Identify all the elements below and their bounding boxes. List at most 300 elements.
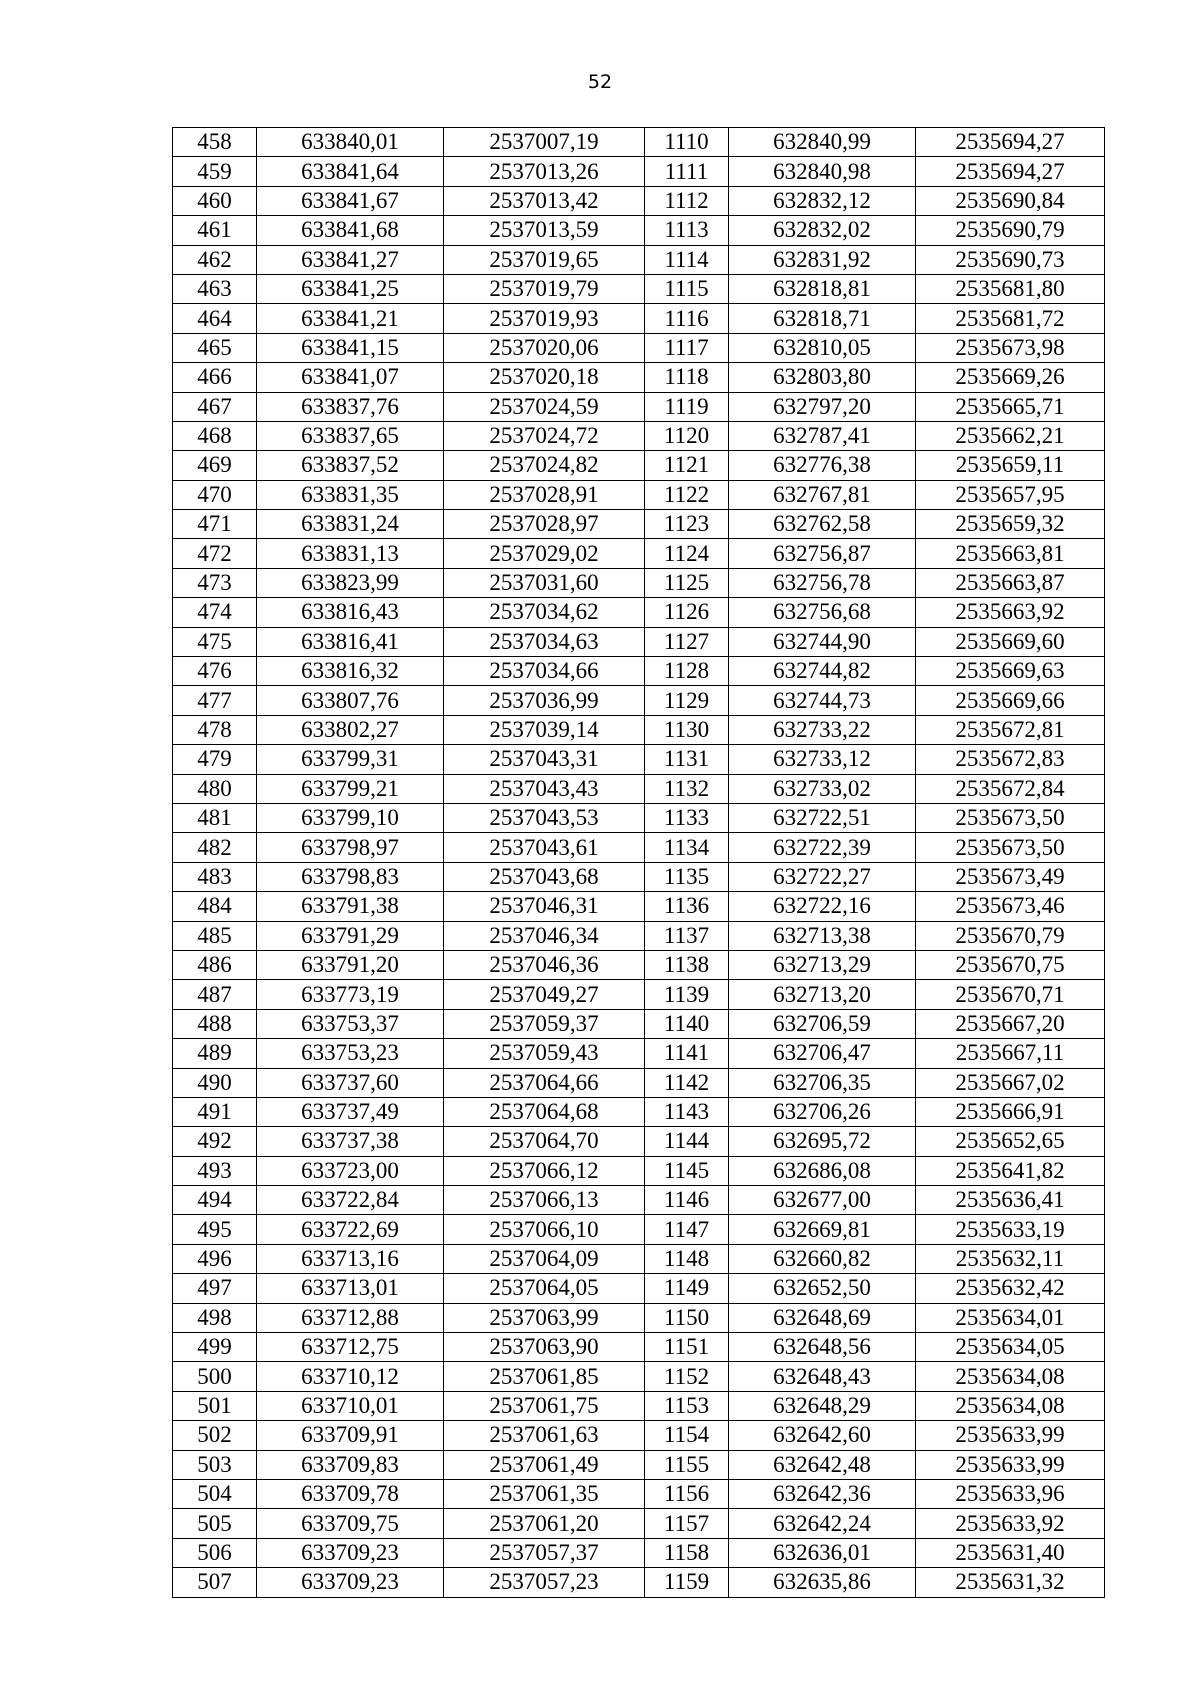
y-coordinate-cell: 2537019,79 (444, 274, 645, 303)
y-coordinate-cell: 2537049,27 (444, 980, 645, 1009)
x-coordinate-cell: 633840,01 (257, 128, 444, 157)
y-coordinate-cell: 2537034,62 (444, 598, 645, 627)
y-coordinate-cell: 2535665,71 (916, 392, 1105, 421)
y-coordinate-cell: 2537046,34 (444, 921, 645, 950)
page-number: 52 (587, 71, 613, 93)
point-number-cell: 505 (173, 1509, 257, 1538)
y-coordinate-cell: 2535631,32 (916, 1568, 1105, 1597)
y-coordinate-cell: 2535673,50 (916, 833, 1105, 862)
point-number-cell: 487 (173, 980, 257, 1009)
x-coordinate-cell: 632642,36 (729, 1479, 916, 1508)
x-coordinate-cell: 633799,21 (257, 774, 444, 803)
x-coordinate-cell: 633737,49 (257, 1097, 444, 1126)
point-number-cell: 461 (173, 216, 257, 245)
y-coordinate-cell: 2535634,08 (916, 1362, 1105, 1391)
y-coordinate-cell: 2537043,31 (444, 745, 645, 774)
y-coordinate-cell: 2535672,84 (916, 774, 1105, 803)
table-row (173, 186, 1105, 215)
table-row (173, 1186, 1105, 1215)
point-number-cell: 1126 (645, 598, 729, 627)
y-coordinate-cell: 2535659,32 (916, 510, 1105, 539)
point-number-cell: 1158 (645, 1538, 729, 1567)
point-number-cell: 1121 (645, 451, 729, 480)
point-number-cell: 496 (173, 1244, 257, 1273)
x-coordinate-cell: 633807,76 (257, 686, 444, 715)
x-coordinate-cell: 633798,83 (257, 862, 444, 891)
x-coordinate-cell: 632744,90 (729, 627, 916, 656)
x-coordinate-cell: 632756,87 (729, 539, 916, 568)
table-row (173, 1421, 1105, 1450)
point-number-cell: 483 (173, 862, 257, 891)
y-coordinate-cell: 2537013,26 (444, 157, 645, 186)
y-coordinate-cell: 2535633,19 (916, 1215, 1105, 1244)
x-coordinate-cell: 632635,86 (729, 1568, 916, 1597)
table-row (173, 833, 1105, 862)
point-number-cell: 484 (173, 892, 257, 921)
point-number-cell: 1127 (645, 627, 729, 656)
x-coordinate-cell: 633841,64 (257, 157, 444, 186)
x-coordinate-cell: 632660,82 (729, 1244, 916, 1273)
point-number-cell: 460 (173, 186, 257, 215)
point-number-cell: 475 (173, 627, 257, 656)
table-row (173, 1039, 1105, 1068)
point-number-cell: 507 (173, 1568, 257, 1597)
point-number-cell: 1140 (645, 1009, 729, 1038)
point-number-cell: 502 (173, 1421, 257, 1450)
x-coordinate-cell: 632722,51 (729, 803, 916, 832)
table-row (173, 1362, 1105, 1391)
x-coordinate-cell: 633841,15 (257, 333, 444, 362)
y-coordinate-cell: 2535673,50 (916, 803, 1105, 832)
point-number-cell: 491 (173, 1097, 257, 1126)
x-coordinate-cell: 633753,37 (257, 1009, 444, 1038)
table-row (173, 216, 1105, 245)
point-number-cell: 1154 (645, 1421, 729, 1450)
table-row (173, 451, 1105, 480)
point-number-cell: 494 (173, 1186, 257, 1215)
x-coordinate-cell: 632648,69 (729, 1303, 916, 1332)
x-coordinate-cell: 632686,08 (729, 1156, 916, 1185)
x-coordinate-cell: 633841,68 (257, 216, 444, 245)
y-coordinate-cell: 2537059,37 (444, 1009, 645, 1038)
point-number-cell: 500 (173, 1362, 257, 1391)
y-coordinate-cell: 2537064,09 (444, 1244, 645, 1273)
y-coordinate-cell: 2535633,99 (916, 1450, 1105, 1479)
x-coordinate-cell: 632733,12 (729, 745, 916, 774)
y-coordinate-cell: 2537020,18 (444, 363, 645, 392)
y-coordinate-cell: 2535632,11 (916, 1244, 1105, 1273)
x-coordinate-cell: 633837,76 (257, 392, 444, 421)
y-coordinate-cell: 2537039,14 (444, 715, 645, 744)
x-coordinate-cell: 633831,13 (257, 539, 444, 568)
y-coordinate-cell: 2537061,85 (444, 1362, 645, 1391)
y-coordinate-cell: 2537063,90 (444, 1333, 645, 1362)
x-coordinate-cell: 632733,02 (729, 774, 916, 803)
y-coordinate-cell: 2537028,97 (444, 510, 645, 539)
point-number-cell: 1114 (645, 245, 729, 274)
x-coordinate-cell: 633816,43 (257, 598, 444, 627)
y-coordinate-cell: 2537020,06 (444, 333, 645, 362)
x-coordinate-cell: 633713,01 (257, 1274, 444, 1303)
table-row (173, 686, 1105, 715)
x-coordinate-cell: 632722,16 (729, 892, 916, 921)
y-coordinate-cell: 2535690,84 (916, 186, 1105, 215)
x-coordinate-cell: 633791,38 (257, 892, 444, 921)
x-coordinate-cell: 633709,78 (257, 1479, 444, 1508)
y-coordinate-cell: 2535690,73 (916, 245, 1105, 274)
y-coordinate-cell: 2537063,99 (444, 1303, 645, 1332)
table-row (173, 1568, 1105, 1597)
y-coordinate-cell: 2535657,95 (916, 480, 1105, 509)
x-coordinate-cell: 633709,75 (257, 1509, 444, 1538)
point-number-cell: 1145 (645, 1156, 729, 1185)
table-row (173, 539, 1105, 568)
y-coordinate-cell: 2537024,59 (444, 392, 645, 421)
table-row (173, 333, 1105, 362)
y-coordinate-cell: 2535672,83 (916, 745, 1105, 774)
table-row (173, 892, 1105, 921)
y-coordinate-cell: 2537066,12 (444, 1156, 645, 1185)
point-number-cell: 1128 (645, 657, 729, 686)
table-row (173, 1333, 1105, 1362)
y-coordinate-cell: 2537066,10 (444, 1215, 645, 1244)
y-coordinate-cell: 2537064,68 (444, 1097, 645, 1126)
point-number-cell: 1142 (645, 1068, 729, 1097)
point-number-cell: 503 (173, 1450, 257, 1479)
x-coordinate-cell: 633816,41 (257, 627, 444, 656)
point-number-cell: 476 (173, 657, 257, 686)
table-row (173, 598, 1105, 627)
x-coordinate-cell: 633841,07 (257, 363, 444, 392)
point-number-cell: 493 (173, 1156, 257, 1185)
y-coordinate-cell: 2537013,42 (444, 186, 645, 215)
x-coordinate-cell: 632832,12 (729, 186, 916, 215)
x-coordinate-cell: 633737,38 (257, 1127, 444, 1156)
x-coordinate-cell: 632797,20 (729, 392, 916, 421)
x-coordinate-cell: 633737,60 (257, 1068, 444, 1097)
point-number-cell: 488 (173, 1009, 257, 1038)
x-coordinate-cell: 632713,38 (729, 921, 916, 950)
y-coordinate-cell: 2537064,70 (444, 1127, 645, 1156)
x-coordinate-cell: 632642,24 (729, 1509, 916, 1538)
y-coordinate-cell: 2537043,61 (444, 833, 645, 862)
table-row (173, 1538, 1105, 1567)
point-number-cell: 466 (173, 363, 257, 392)
table-row (173, 1009, 1105, 1038)
y-coordinate-cell: 2537024,82 (444, 451, 645, 480)
y-coordinate-cell: 2535669,26 (916, 363, 1105, 392)
y-coordinate-cell: 2535681,80 (916, 274, 1105, 303)
x-coordinate-cell: 633816,32 (257, 657, 444, 686)
y-coordinate-cell: 2537043,43 (444, 774, 645, 803)
point-number-cell: 492 (173, 1127, 257, 1156)
point-number-cell: 465 (173, 333, 257, 362)
y-coordinate-cell: 2535633,92 (916, 1509, 1105, 1538)
point-number-cell: 1143 (645, 1097, 729, 1126)
x-coordinate-cell: 632677,00 (729, 1186, 916, 1215)
x-coordinate-cell: 632840,98 (729, 157, 916, 186)
y-coordinate-cell: 2537019,65 (444, 245, 645, 274)
y-coordinate-cell: 2535690,79 (916, 216, 1105, 245)
point-number-cell: 477 (173, 686, 257, 715)
y-coordinate-cell: 2537061,63 (444, 1421, 645, 1450)
point-number-cell: 1111 (645, 157, 729, 186)
y-coordinate-cell: 2535634,05 (916, 1333, 1105, 1362)
y-coordinate-cell: 2537046,31 (444, 892, 645, 921)
table-row (173, 421, 1105, 450)
y-coordinate-cell: 2535669,66 (916, 686, 1105, 715)
y-coordinate-cell: 2535641,82 (916, 1156, 1105, 1185)
point-number-cell: 1133 (645, 803, 729, 832)
point-number-cell: 463 (173, 274, 257, 303)
x-coordinate-cell: 633722,69 (257, 1215, 444, 1244)
x-coordinate-cell: 632818,71 (729, 304, 916, 333)
point-number-cell: 474 (173, 598, 257, 627)
y-coordinate-cell: 2535694,27 (916, 157, 1105, 186)
point-number-cell: 498 (173, 1303, 257, 1332)
table-row (173, 480, 1105, 509)
point-number-cell: 490 (173, 1068, 257, 1097)
table-row (173, 950, 1105, 979)
point-number-cell: 504 (173, 1479, 257, 1508)
x-coordinate-cell: 632722,27 (729, 862, 916, 891)
point-number-cell: 458 (173, 128, 257, 157)
table-row (173, 745, 1105, 774)
point-number-cell: 1123 (645, 510, 729, 539)
x-coordinate-cell: 633713,16 (257, 1244, 444, 1273)
table-row (173, 1450, 1105, 1479)
y-coordinate-cell: 2537057,37 (444, 1538, 645, 1567)
x-coordinate-cell: 632648,43 (729, 1362, 916, 1391)
y-coordinate-cell: 2535673,46 (916, 892, 1105, 921)
y-coordinate-cell: 2535669,60 (916, 627, 1105, 656)
point-number-cell: 489 (173, 1039, 257, 1068)
y-coordinate-cell: 2535681,72 (916, 304, 1105, 333)
y-coordinate-cell: 2537043,68 (444, 862, 645, 891)
y-coordinate-cell: 2537061,35 (444, 1479, 645, 1508)
point-number-cell: 1116 (645, 304, 729, 333)
y-coordinate-cell: 2535633,96 (916, 1479, 1105, 1508)
x-coordinate-cell: 632642,48 (729, 1450, 916, 1479)
x-coordinate-cell: 633841,67 (257, 186, 444, 215)
point-number-cell: 1141 (645, 1039, 729, 1068)
x-coordinate-cell: 633710,01 (257, 1391, 444, 1420)
point-number-cell: 1134 (645, 833, 729, 862)
x-coordinate-cell: 632636,01 (729, 1538, 916, 1567)
x-coordinate-cell: 632706,35 (729, 1068, 916, 1097)
x-coordinate-cell: 633791,29 (257, 921, 444, 950)
table-row (173, 1215, 1105, 1244)
table-row (173, 568, 1105, 597)
y-coordinate-cell: 2537036,99 (444, 686, 645, 715)
y-coordinate-cell: 2535694,27 (916, 128, 1105, 157)
point-number-cell: 1112 (645, 186, 729, 215)
point-number-cell: 1147 (645, 1215, 729, 1244)
point-number-cell: 1152 (645, 1362, 729, 1391)
x-coordinate-cell: 633723,00 (257, 1156, 444, 1185)
y-coordinate-cell: 2535633,99 (916, 1421, 1105, 1450)
x-coordinate-cell: 633709,83 (257, 1450, 444, 1479)
point-number-cell: 1148 (645, 1244, 729, 1273)
table-row (173, 1068, 1105, 1097)
point-number-cell: 1136 (645, 892, 729, 921)
x-coordinate-cell: 633841,25 (257, 274, 444, 303)
point-number-cell: 468 (173, 421, 257, 450)
y-coordinate-cell: 2537061,20 (444, 1509, 645, 1538)
x-coordinate-cell: 632776,38 (729, 451, 916, 480)
x-coordinate-cell: 632762,58 (729, 510, 916, 539)
x-coordinate-cell: 632695,72 (729, 1127, 916, 1156)
point-number-cell: 485 (173, 921, 257, 950)
x-coordinate-cell: 633709,23 (257, 1538, 444, 1567)
point-number-cell: 1118 (645, 363, 729, 392)
point-number-cell: 1124 (645, 539, 729, 568)
point-number-cell: 1132 (645, 774, 729, 803)
table-row (173, 1127, 1105, 1156)
point-number-cell: 1130 (645, 715, 729, 744)
x-coordinate-cell: 632669,81 (729, 1215, 916, 1244)
point-number-cell: 1156 (645, 1479, 729, 1508)
table-row (173, 304, 1105, 333)
table-row (173, 774, 1105, 803)
x-coordinate-cell: 633798,97 (257, 833, 444, 862)
point-number-cell: 1113 (645, 216, 729, 245)
coordinates-table (172, 127, 1105, 1598)
table-row (173, 921, 1105, 950)
point-number-cell: 1110 (645, 128, 729, 157)
x-coordinate-cell: 633709,23 (257, 1568, 444, 1597)
table-row (173, 1303, 1105, 1332)
table-row (173, 1097, 1105, 1126)
x-coordinate-cell: 633712,75 (257, 1333, 444, 1362)
x-coordinate-cell: 633841,27 (257, 245, 444, 274)
x-coordinate-cell: 633831,35 (257, 480, 444, 509)
point-number-cell: 1155 (645, 1450, 729, 1479)
y-coordinate-cell: 2537057,23 (444, 1568, 645, 1597)
x-coordinate-cell: 633712,88 (257, 1303, 444, 1332)
point-number-cell: 501 (173, 1391, 257, 1420)
x-coordinate-cell: 632831,92 (729, 245, 916, 274)
table-row (173, 1156, 1105, 1185)
y-coordinate-cell: 2537028,91 (444, 480, 645, 509)
point-number-cell: 1137 (645, 921, 729, 950)
x-coordinate-cell: 633837,52 (257, 451, 444, 480)
table-row (173, 803, 1105, 832)
y-coordinate-cell: 2535673,49 (916, 862, 1105, 891)
y-coordinate-cell: 2537061,49 (444, 1450, 645, 1479)
point-number-cell: 479 (173, 745, 257, 774)
point-number-cell: 1117 (645, 333, 729, 362)
point-number-cell: 1150 (645, 1303, 729, 1332)
y-coordinate-cell: 2535666,91 (916, 1097, 1105, 1126)
x-coordinate-cell: 632818,81 (729, 274, 916, 303)
y-coordinate-cell: 2535634,08 (916, 1391, 1105, 1420)
point-number-cell: 1151 (645, 1333, 729, 1362)
point-number-cell: 499 (173, 1333, 257, 1362)
x-coordinate-cell: 633710,12 (257, 1362, 444, 1391)
y-coordinate-cell: 2535672,81 (916, 715, 1105, 744)
table-row (173, 128, 1105, 157)
y-coordinate-cell: 2537043,53 (444, 803, 645, 832)
table-row (173, 392, 1105, 421)
table-row (173, 715, 1105, 744)
x-coordinate-cell: 633799,10 (257, 803, 444, 832)
x-coordinate-cell: 632722,39 (729, 833, 916, 862)
point-number-cell: 471 (173, 510, 257, 539)
y-coordinate-cell: 2537007,19 (444, 128, 645, 157)
point-number-cell: 469 (173, 451, 257, 480)
point-number-cell: 495 (173, 1215, 257, 1244)
x-coordinate-cell: 633722,84 (257, 1186, 444, 1215)
y-coordinate-cell: 2537059,43 (444, 1039, 645, 1068)
x-coordinate-cell: 632787,41 (729, 421, 916, 450)
point-number-cell: 1129 (645, 686, 729, 715)
point-number-cell: 1139 (645, 980, 729, 1009)
table-row (173, 245, 1105, 274)
x-coordinate-cell: 632756,78 (729, 568, 916, 597)
point-number-cell: 473 (173, 568, 257, 597)
point-number-cell: 480 (173, 774, 257, 803)
point-number-cell: 459 (173, 157, 257, 186)
x-coordinate-cell: 632803,80 (729, 363, 916, 392)
point-number-cell: 481 (173, 803, 257, 832)
y-coordinate-cell: 2537034,66 (444, 657, 645, 686)
x-coordinate-cell: 632744,82 (729, 657, 916, 686)
y-coordinate-cell: 2535663,81 (916, 539, 1105, 568)
point-number-cell: 497 (173, 1274, 257, 1303)
point-number-cell: 1138 (645, 950, 729, 979)
point-number-cell: 1149 (645, 1274, 729, 1303)
y-coordinate-cell: 2535669,63 (916, 657, 1105, 686)
table-row (173, 1479, 1105, 1508)
point-number-cell: 478 (173, 715, 257, 744)
point-number-cell: 506 (173, 1538, 257, 1567)
x-coordinate-cell: 632767,81 (729, 480, 916, 509)
x-coordinate-cell: 632832,02 (729, 216, 916, 245)
y-coordinate-cell: 2537024,72 (444, 421, 645, 450)
x-coordinate-cell: 632652,50 (729, 1274, 916, 1303)
y-coordinate-cell: 2535662,21 (916, 421, 1105, 450)
x-coordinate-cell: 633837,65 (257, 421, 444, 450)
point-number-cell: 1125 (645, 568, 729, 597)
x-coordinate-cell: 632642,60 (729, 1421, 916, 1450)
point-number-cell: 1159 (645, 1568, 729, 1597)
point-number-cell: 1131 (645, 745, 729, 774)
point-number-cell: 1119 (645, 392, 729, 421)
point-number-cell: 486 (173, 950, 257, 979)
y-coordinate-cell: 2535652,65 (916, 1127, 1105, 1156)
table-row (173, 510, 1105, 539)
y-coordinate-cell: 2535670,79 (916, 921, 1105, 950)
y-coordinate-cell: 2537066,13 (444, 1186, 645, 1215)
y-coordinate-cell: 2535636,41 (916, 1186, 1105, 1215)
point-number-cell: 1115 (645, 274, 729, 303)
y-coordinate-cell: 2535659,11 (916, 451, 1105, 480)
table-row (173, 1274, 1105, 1303)
x-coordinate-cell: 632706,26 (729, 1097, 916, 1126)
y-coordinate-cell: 2537019,93 (444, 304, 645, 333)
y-coordinate-cell: 2535634,01 (916, 1303, 1105, 1332)
x-coordinate-cell: 633791,20 (257, 950, 444, 979)
x-coordinate-cell: 633831,24 (257, 510, 444, 539)
point-number-cell: 467 (173, 392, 257, 421)
y-coordinate-cell: 2537013,59 (444, 216, 645, 245)
y-coordinate-cell: 2537064,66 (444, 1068, 645, 1097)
x-coordinate-cell: 633841,21 (257, 304, 444, 333)
table-row (173, 627, 1105, 656)
point-number-cell: 1120 (645, 421, 729, 450)
table-row (173, 274, 1105, 303)
